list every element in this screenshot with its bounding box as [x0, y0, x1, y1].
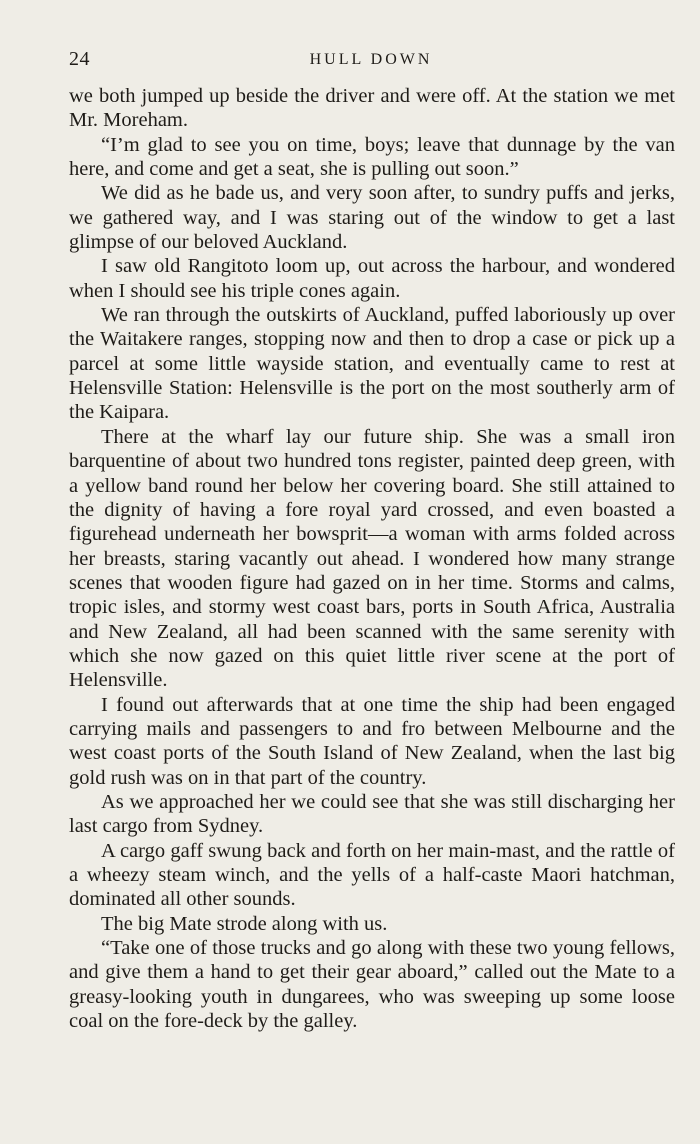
paragraph-2: “I’m glad to see you on time, boys; leave that dunnage by the van here, and come and get a seat, she is pulling out soon.” [69, 133, 675, 181]
paragraph-3: We did as he bade us, and very soon after, to sundry puffs and jerks, we gathered way, and I was staring out of the window to get a last glimpse of our beloved Auckland. [69, 182, 675, 254]
paragraph-6: There at the wharf lay our future ship. She was a small iron barquentine of about two hundred tons register, painted deep green, with a yellow band round her below her covering board. She still attained to the dignity of having a fore royal yard crossed, and even boasted a figurehead underneath her bowsprit—a woman with arms folded across her breasts, staring vacantly out ahead. I wondered how many strange scenes that wooden figure had gazed on in her time. Storms and calms, tropic isles, and stormy west coast bars, ports in South Africa, Australia and New Zealand, all had been scanned with the same serenity with which she now gazed on this quiet little river scene at the port of Helensville. [69, 425, 675, 692]
paragraph-10: The big Mate strode along with us. [101, 912, 388, 935]
paragraph-7: I found out afterwards that at one time the ship had been engaged carrying mails and passengers to and fro between Melbourne and the west coast ports of the South Island of New Zealand, when the last big gold rush was on in that part of the country. [69, 693, 675, 789]
running-head [69, 48, 673, 72]
paragraph-5: We ran through the outskirts of Auckland, puffed laboriously up over the Waitakere ranges, stopping now and then to drop a case or pick up a parcel at some little wayside station, and eventually came to rest at Helensville Station: Helensville is the port on the most southerly arm of the Kaipara. [69, 304, 675, 424]
body-text [69, 84, 675, 1033]
paragraph-8: As we approached her we could see that she was still discharging her last cargo from Sydney. [69, 790, 675, 838]
page-number: 24 [69, 48, 90, 70]
paragraph-4: I saw old Rangitoto loom up, out across the harbour, and wondered when I should see his triple cones again. [69, 255, 675, 302]
paragraph-11: “Take one of those trucks and go along with these two young fellows, and give them a hand to get their gear aboard,” called out the Mate to a greasy-looking youth in dungarees, who was sweeping up some loose coal on the fore-deck by the galley. [69, 937, 675, 1033]
running-title: HULL DOWN [309, 51, 433, 68]
paragraph-9: A cargo gaff swung back and forth on her main-mast, and the rattle of a wheezy steam winch, and the yells of a half-caste Maori hatchman, dominated all other sounds. [69, 839, 675, 911]
paragraph-1: we both jumped up beside the driver and were off. At the station we met Mr. Moreham. [69, 85, 675, 132]
